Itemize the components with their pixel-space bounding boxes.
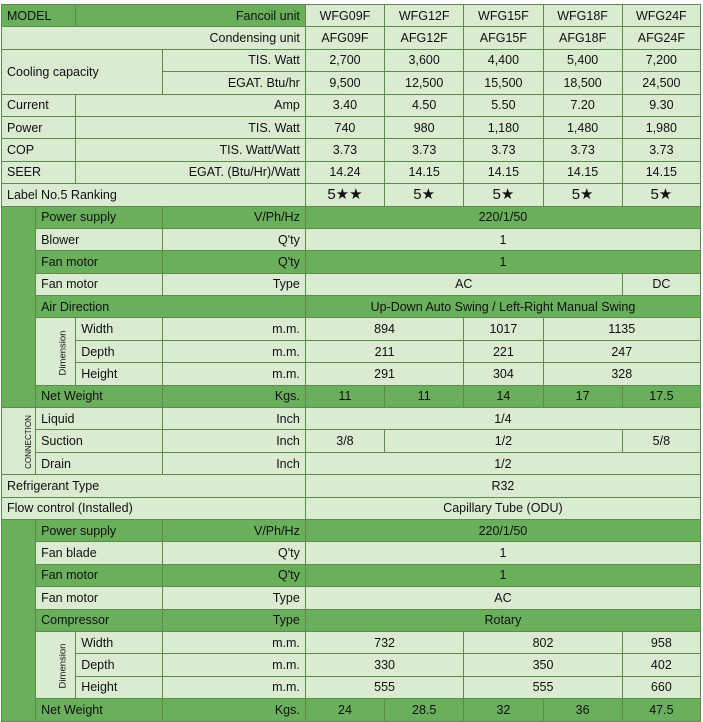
value-cell: 14.15 (543, 161, 622, 183)
value-cell: 660 (622, 676, 700, 698)
connection-suction-row (2, 430, 701, 452)
value-cell: 1/2 (305, 452, 700, 474)
row-label: Power supply (36, 519, 163, 541)
outdoor-netweight-row (2, 699, 701, 721)
value-cell: 1,180 (464, 116, 543, 138)
value-cell: 740 (305, 116, 384, 138)
power-row (2, 116, 701, 138)
value-cell: 11 (385, 385, 464, 407)
value-cell: Capillary Tube (ODU) (305, 497, 700, 519)
value-cell: 4.50 (385, 94, 464, 116)
row-label: Fan blade (36, 542, 163, 564)
value-cell: 1 (305, 542, 700, 564)
cooling-capacity-label: Cooling capacity (2, 49, 163, 94)
value-cell: 17.5 (622, 385, 700, 407)
unit-label: Kgs. (163, 699, 305, 721)
rating-cell: 5★★ (305, 184, 384, 206)
value-cell: 14.15 (464, 161, 543, 183)
rating-cell: 5★ (385, 184, 464, 206)
value-cell: 24 (305, 699, 384, 721)
value-cell: 958 (622, 631, 700, 653)
row-label: Depth (76, 654, 163, 676)
indoor-section-label (2, 206, 36, 408)
value-cell: DC (622, 273, 700, 295)
connection-drain-row (2, 452, 701, 474)
spec-table (1, 4, 701, 722)
value-cell: 11 (305, 385, 384, 407)
indoor-width-row (2, 318, 701, 340)
fancoil-model: WFG12F (385, 5, 464, 27)
condensing-model: AFG12F (385, 27, 464, 49)
value-cell: 350 (464, 654, 622, 676)
value-cell: R32 (305, 475, 700, 497)
indoor-blower-row (2, 228, 701, 250)
flow-control-row (2, 497, 701, 519)
value-cell: 1 (305, 251, 700, 273)
fancoil-model: WFG18F (543, 5, 622, 27)
value-cell: 9.30 (622, 94, 700, 116)
row-label: Height (76, 676, 163, 698)
cooling-tis-row (2, 49, 701, 71)
condensing-model: AFG18F (543, 27, 622, 49)
value-cell: 555 (464, 676, 622, 698)
condensing-model: AFG15F (464, 27, 543, 49)
value-cell: 1135 (543, 318, 701, 340)
row-label: Label No.5 Ranking (2, 184, 306, 206)
connection-section-label: CONNECTION (2, 408, 36, 475)
value-cell: 802 (464, 631, 622, 653)
unit-label: Inch (163, 430, 305, 452)
refrigerant-row (2, 475, 701, 497)
value-cell: 7.20 (543, 94, 622, 116)
row-label: COP (2, 139, 76, 161)
condensing-row (2, 27, 701, 49)
unit-label: Q'ty (163, 542, 305, 564)
fancoil-model: WFG09F (305, 5, 384, 27)
row-label: Fan motor (36, 564, 163, 586)
outdoor-width-row (2, 631, 701, 653)
value-cell: 3.73 (543, 139, 622, 161)
row-label: Power supply (36, 206, 163, 228)
value-cell: 330 (305, 654, 463, 676)
value-cell: 894 (305, 318, 463, 340)
value-cell: 3.73 (622, 139, 700, 161)
row-label: Net Weight (36, 699, 163, 721)
value-cell: 732 (305, 631, 463, 653)
value-cell: 1 (305, 228, 700, 250)
unit-label: TIS. Watt/Watt (76, 139, 306, 161)
indoor-dimension-label: Dimension (36, 318, 76, 385)
value-cell: 9,500 (305, 72, 384, 94)
value-cell: 3.40 (305, 94, 384, 116)
row-label: Liquid (36, 408, 163, 430)
value-cell: 1 (305, 564, 700, 586)
value-cell: 12,500 (385, 72, 464, 94)
value-cell: 17 (543, 385, 622, 407)
value-cell: 14.15 (385, 161, 464, 183)
fancoil-label: Fancoil unit (76, 5, 306, 27)
indoor-fanmotor-type-row (2, 273, 701, 295)
condensing-model: AFG09F (305, 27, 384, 49)
rating-cell: 5★ (464, 184, 543, 206)
indoor-fanmotor-qty-row (2, 251, 701, 273)
value-cell: 14.15 (622, 161, 700, 183)
row-label: Air Direction (36, 296, 306, 318)
unit-label: Type (163, 587, 305, 609)
unit-label: m.m. (163, 654, 305, 676)
value-cell: 4,400 (464, 49, 543, 71)
row-label: Net Weight (36, 385, 163, 407)
value-cell: 3/8 (305, 430, 384, 452)
outdoor-fanmotor-type-row (2, 587, 701, 609)
indoor-netweight-row (2, 385, 701, 407)
indoor-depth-row (2, 340, 701, 362)
indoor-power-row (2, 206, 701, 228)
unit-label: m.m. (163, 363, 305, 385)
unit-label: EGAT. (Btu/Hr)/Watt (76, 161, 306, 183)
value-cell: 1/4 (305, 408, 700, 430)
outdoor-section-label (2, 519, 36, 721)
value-cell: 5,400 (543, 49, 622, 71)
value-cell: 47.5 (622, 699, 700, 721)
unit-label: Kgs. (163, 385, 305, 407)
row-label: Fan motor (36, 587, 163, 609)
value-cell: 221 (464, 340, 543, 362)
outdoor-height-row (2, 676, 701, 698)
value-cell: 2,700 (305, 49, 384, 71)
row-label: Suction (36, 430, 163, 452)
value-cell: 328 (543, 363, 701, 385)
value-cell: 220/1/50 (305, 519, 700, 541)
value-cell: 1017 (464, 318, 543, 340)
model-label: MODEL (2, 5, 76, 27)
value-cell: 555 (305, 676, 463, 698)
fancoil-model: WFG24F (622, 5, 700, 27)
unit-label: V/Ph/Hz (163, 519, 305, 541)
label5-row (2, 184, 701, 206)
value-cell: 14 (464, 385, 543, 407)
value-cell: 304 (464, 363, 543, 385)
row-label: SEER (2, 161, 76, 183)
indoor-height-row (2, 363, 701, 385)
row-label: Refrigerant Type (2, 475, 306, 497)
value-cell: 18,500 (543, 72, 622, 94)
current-row (2, 94, 701, 116)
condensing-model: AFG24F (622, 27, 700, 49)
unit-label: TIS. Watt (76, 116, 306, 138)
rating-cell: 5★ (622, 184, 700, 206)
unit-label: m.m. (163, 318, 305, 340)
unit-label: Type (163, 609, 305, 631)
row-label: Current (2, 94, 76, 116)
value-cell: 980 (385, 116, 464, 138)
unit-label: m.m. (163, 676, 305, 698)
value-cell: 7,200 (622, 49, 700, 71)
row-label: Blower (36, 228, 163, 250)
row-label: Flow control (Installed) (2, 497, 306, 519)
unit-label: TIS. Watt (163, 49, 305, 71)
value-cell: 247 (543, 340, 701, 362)
row-label: Compressor (36, 609, 163, 631)
value-cell: 36 (543, 699, 622, 721)
connection-liquid-row (2, 408, 701, 430)
fancoil-model: WFG15F (464, 5, 543, 27)
unit-label: Q'ty (163, 228, 305, 250)
unit-label: EGAT. Btu/hr (163, 72, 305, 94)
unit-label: Q'ty (163, 564, 305, 586)
unit-label: Inch (163, 408, 305, 430)
unit-label: Inch (163, 452, 305, 474)
row-label: Power (2, 116, 76, 138)
value-cell: 3.73 (464, 139, 543, 161)
value-cell: 1/2 (385, 430, 623, 452)
unit-label: Amp (76, 94, 306, 116)
unit-label: m.m. (163, 631, 305, 653)
outdoor-fanblade-row (2, 542, 701, 564)
cop-row (2, 139, 701, 161)
value-cell: 5/8 (622, 430, 700, 452)
value-cell: 3,600 (385, 49, 464, 71)
seer-row (2, 161, 701, 183)
value-cell: 15,500 (464, 72, 543, 94)
value-cell: Rotary (305, 609, 700, 631)
value-cell: 220/1/50 (305, 206, 700, 228)
value-cell: 1,480 (543, 116, 622, 138)
value-cell: Up-Down Auto Swing / Left-Right Manual Swing (305, 296, 700, 318)
value-cell: 3.73 (385, 139, 464, 161)
value-cell: 402 (622, 654, 700, 676)
unit-label: V/Ph/Hz (163, 206, 305, 228)
value-cell: 28.5 (385, 699, 464, 721)
outdoor-fanmotor-qty-row (2, 564, 701, 586)
value-cell: 32 (464, 699, 543, 721)
row-label: Fan motor (36, 251, 163, 273)
outdoor-depth-row (2, 654, 701, 676)
unit-label: m.m. (163, 340, 305, 362)
condensing-label: Condensing unit (2, 27, 306, 49)
outdoor-compressor-row (2, 609, 701, 631)
indoor-air-direction-row (2, 296, 701, 318)
row-label: Height (76, 363, 163, 385)
model-row (2, 5, 701, 27)
unit-label: Type (163, 273, 305, 295)
outdoor-power-row (2, 519, 701, 541)
row-label: Drain (36, 452, 163, 474)
value-cell: 291 (305, 363, 463, 385)
row-label: Depth (76, 340, 163, 362)
value-cell: 211 (305, 340, 463, 362)
rating-cell: 5★ (543, 184, 622, 206)
row-label: Fan motor (36, 273, 163, 295)
unit-label: Q'ty (163, 251, 305, 273)
value-cell: AC (305, 273, 622, 295)
value-cell: 24,500 (622, 72, 700, 94)
value-cell: 5.50 (464, 94, 543, 116)
row-label: Width (76, 631, 163, 653)
value-cell: 14.24 (305, 161, 384, 183)
value-cell: AC (305, 587, 700, 609)
value-cell: 1,980 (622, 116, 700, 138)
outdoor-dimension-label: Dimension (36, 631, 76, 698)
value-cell: 3.73 (305, 139, 384, 161)
row-label: Width (76, 318, 163, 340)
